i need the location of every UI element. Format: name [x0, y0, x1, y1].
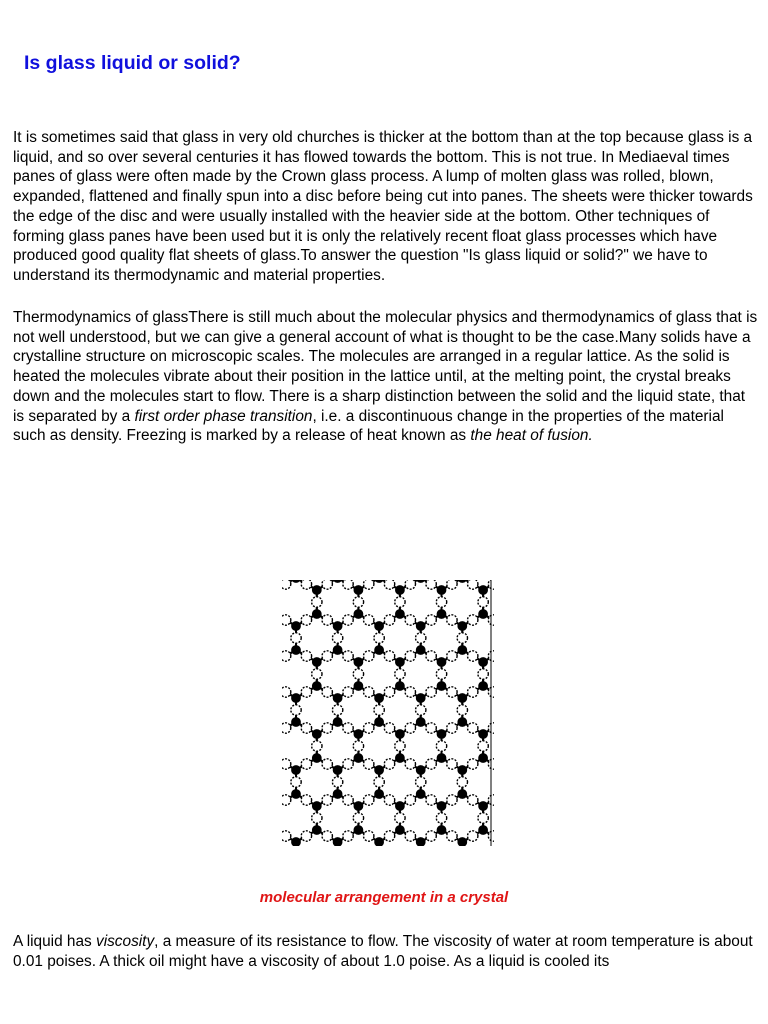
emphasis-first-order-phase-transition: first order phase transition: [134, 407, 313, 425]
paragraph-text: , a measure of its resistance to flow. The viscosity of water at room temperature is about 0.01 poises. A thick oil might have a viscosity of about 1.0 poise. As a liquid is cooled its: [13, 933, 753, 970]
paragraph-thermodynamics: [13, 308, 758, 446]
figure-caption: molecular arrangement in a crystal: [259, 889, 509, 906]
paragraph-crown-glass: It is sometimes said that glass in very old churches is thicker at the bottom than at the top because glass is a liquid, and so over several centuries it has flowed towards the bottom. This is not true. In Mediaeval times panes of glass were often made by the Crown glass process. A lump of molten glass was rolled, blown, expanded, flattened and finally spun into a disc before being cut into panes. The sheets were thicker towards the edge of the disc and were usually installed with the heavier side at the bottom. Other techniques of forming glass panes have been used but it is only the relatively recent float glass processes which have produced good quality flat sheets of glass.To answer the question "Is glass liquid or solid?" we have to understand its thermodynamic and material properties.: [13, 129, 753, 284]
paragraph-text: , i.e. a discontinuous change in the properties of the material such as density. Freezing is marked by a release of heat known as: [13, 407, 724, 445]
paragraph-text: A liquid has: [13, 933, 96, 950]
emphasis-heat-of-fusion: the heat of fusion.: [470, 427, 593, 445]
paragraph-viscosity: [13, 932, 758, 971]
paragraph-text: Thermodynamics of glassThere is still much about the molecular physics and thermodynamics of glass that is not well understood, but we can give a general account of what is thought to be the case.Many solids have a crystalline structure on microscopic scales. The molecules are arranged in a regular lattice. As the solid is heated the molecules vibrate about their position in the lattice until, at the melting point, the crystal breaks down and the molecules start to flow. There is a sharp distinction between the solid and the liquid state, that is separated by a: [13, 309, 758, 425]
emphasis-viscosity: viscosity: [96, 933, 155, 950]
page-title: Is glass liquid or solid?: [24, 52, 241, 74]
crystal-lattice-diagram-icon: [282, 580, 494, 846]
crystal-lattice-figure: [282, 580, 494, 846]
